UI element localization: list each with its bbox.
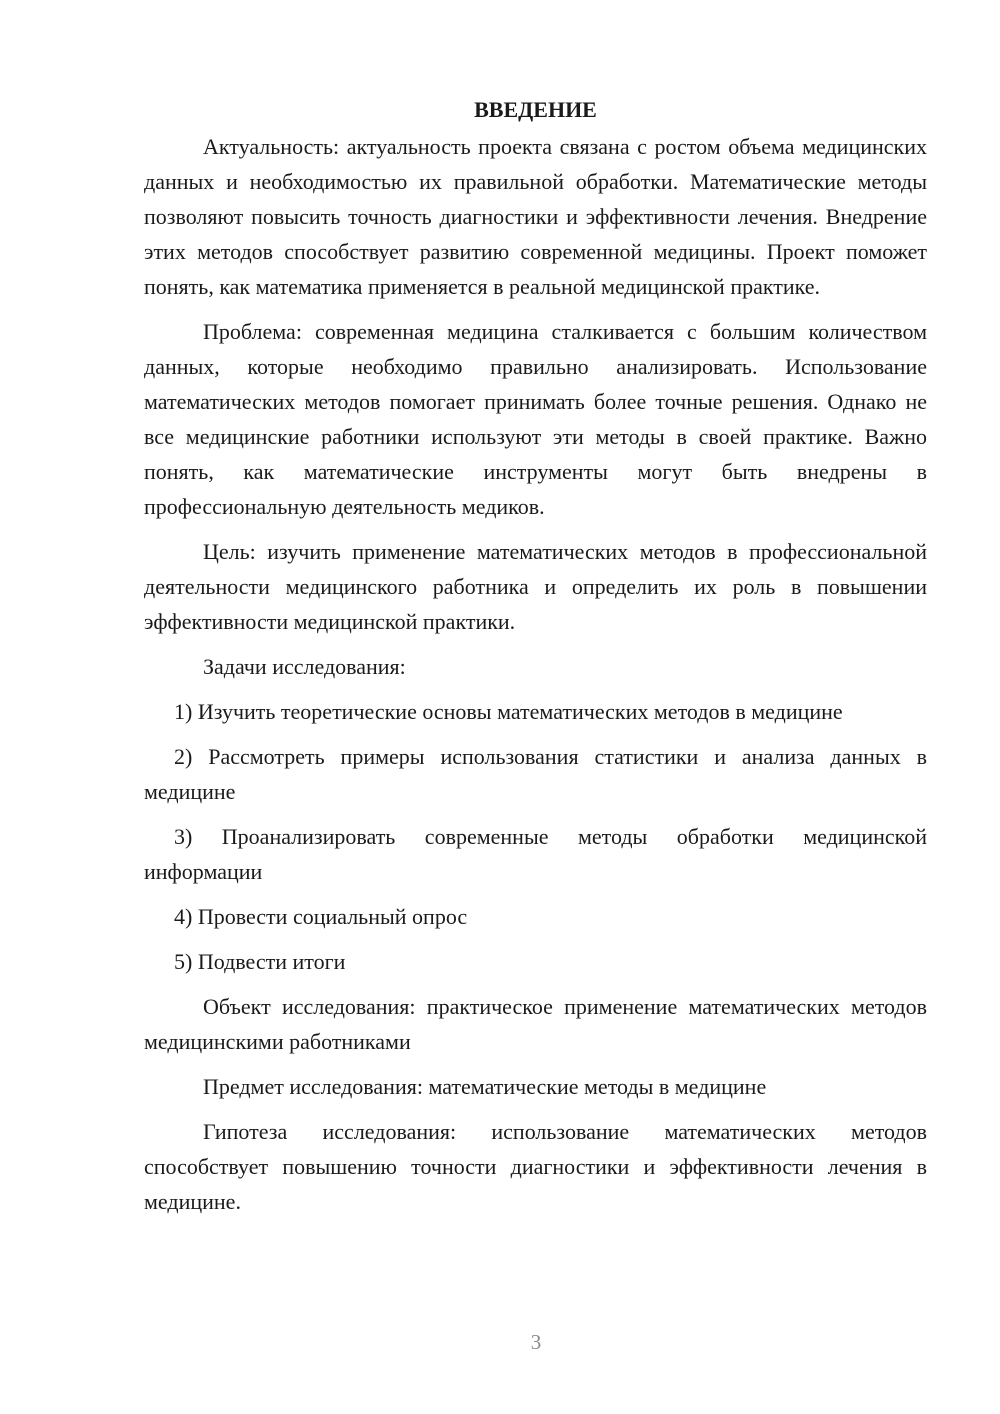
task-item: 2) Рассмотреть примеры использования статистики и анализа данных в медицине	[144, 744, 927, 804]
task-item: 5) Подвести итоги	[174, 949, 346, 974]
problem-paragraph: Проблема: современная медицина сталкивается с большим количеством данных, которые необходимо правильно анализировать. Использование математических методов помогает принимать более точные решения. Однако не все медицинские работники используют эти методы в своей практике. Важно понять, как математические инструменты могут быть внедрены в профессиональную деятельность медиков.	[144, 319, 927, 519]
tasks-heading: Задачи исследования:	[203, 654, 406, 679]
relevance-paragraph: Актуальность: актуальность проекта связана с ростом объема медицинских данных и необходимостью их правильной обработки. Математические методы позволяют повысить точность диагностики и эффективности лечения. Внедрение этих методов способствует развитию современной медицины. Проект поможет понять, как математика применяется в реальной медицинской практике.	[144, 134, 927, 299]
goal-paragraph: Цель: изучить применение математических методов в профессиональной деятельности медицинского работника и определить их роль в повышении эффективности медицинской практики.	[144, 539, 927, 634]
page-title: ВВЕДЕНИЕ	[474, 97, 597, 122]
task-item: 3) Проанализировать современные методы обработки медицинской информации	[144, 824, 927, 884]
task-item: 1) Изучить теоретические основы математических методов в медицине	[174, 699, 843, 724]
task-item: 4) Провести социальный опрос	[174, 904, 468, 929]
document-body	[144, 92, 927, 1229]
object-paragraph: Объект исследования: практическое применение математических методов медицинскими работниками	[144, 994, 927, 1054]
subject-paragraph: Предмет исследования: математические методы в медицине	[203, 1074, 767, 1099]
page-number: 3	[530, 1330, 542, 1354]
hypothesis-paragraph: Гипотеза исследования: использование математических методов способствует повышению точности диагностики и эффективности лечения в медицине.	[144, 1119, 927, 1214]
